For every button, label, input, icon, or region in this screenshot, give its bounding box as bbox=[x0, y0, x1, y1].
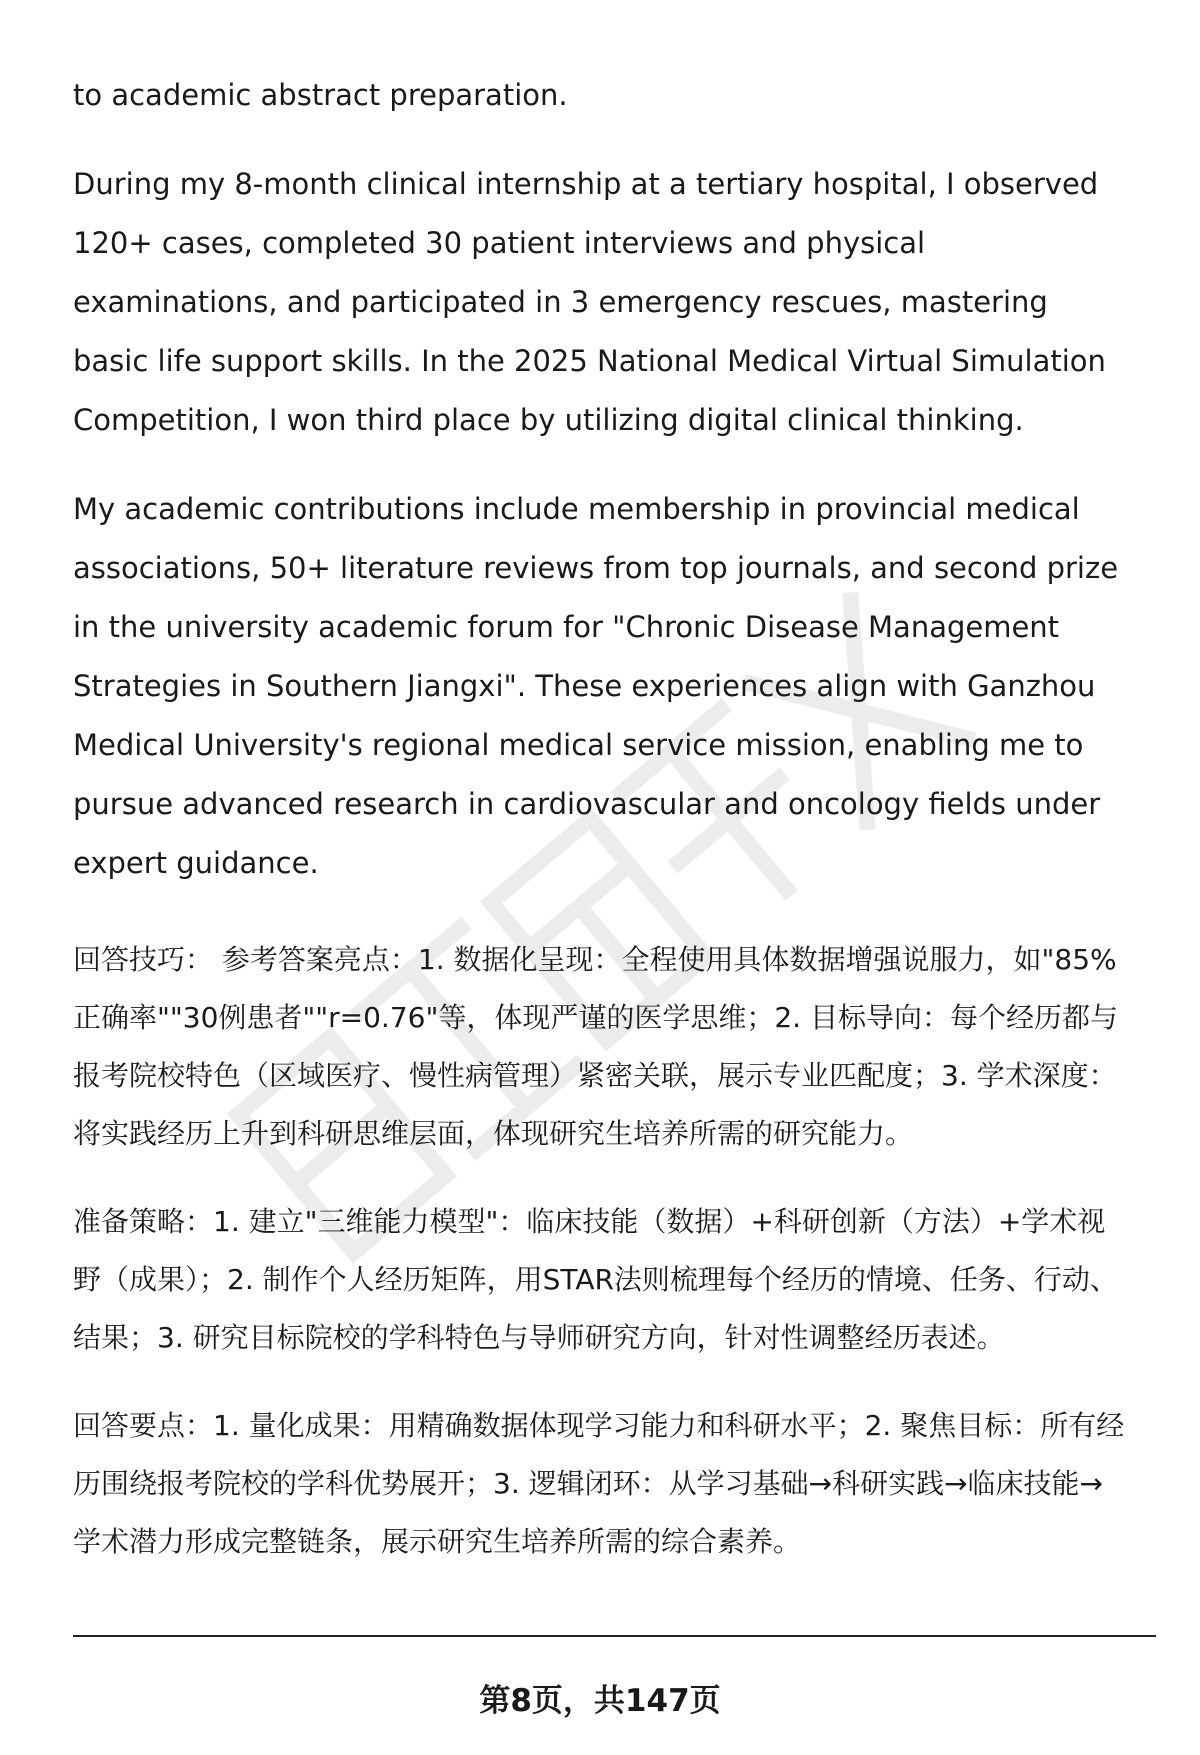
paragraph-preparation-strategy: 准备策略：1. 建立"三维能力模型"：临床技能（数据）+科研创新（方法）+学术视野（成果）；2. 制作个人经历矩阵，用STAR法则梳理每个经历的情境、任务、行动、结果；3. 研究目标院校的学科特色与导师研究方向，针对性调整经历表述。 bbox=[73, 1205, 1118, 1354]
paragraph-answer-tips: 回答技巧： 参考答案亮点：1. 数据化呈现：全程使用具体数据增强说服力，如"85%正确率""30例患者""r=0.76"等，体现严谨的医学思维；2. 目标导向：每个经历都与报考院校特色（区域医疗、慢性病管理）紧密关联，展示专业匹配度；3. 学术深度：将实践经历上升到科研思维层面，体现研究生培养所需的研究能力。 bbox=[73, 943, 1118, 1150]
paragraph-academic-contributions: My academic contributions include membership in provincial medical associations, 50+ literature reviews from top journals, and second prize in the university academic forum for "Chronic Disease Management Strategies in Southern Jiangxi". These experiences align with Ganzhou Medical University's regional medical service mission, enabling me to pursue advanced research in cardiovascular and oncology fields under expert guidance. bbox=[73, 492, 1119, 880]
page-number: 第8页，共147页 bbox=[479, 1683, 721, 1719]
paragraph-internship: During my 8-month clinical internship at a tertiary hospital, I observed 120+ cases, completed 30 patient interviews and physical examinations, and participated in 3 emergency rescues, mastering basic life support skills. In the 2025 National Medical Virtual Simulation Competition, I won third place by utilizing digital clinical thinking. bbox=[73, 167, 1106, 437]
paragraph-answer-key-points: 回答要点：1. 量化成果：用精确数据体现学习能力和科研水平；2. 聚焦目标：所有经历围绕报考院校的学科优势展开；3. 逻辑闭环：从学习基础→科研实践→临床技能→学术潜力形成完整链条，展示研究生培养所需的综合素养。 bbox=[73, 1409, 1125, 1558]
paragraph-continuation: to academic abstract preparation. bbox=[73, 78, 568, 112]
page-content bbox=[73, 0, 1127, 1571]
footer-divider bbox=[73, 1635, 1156, 1637]
